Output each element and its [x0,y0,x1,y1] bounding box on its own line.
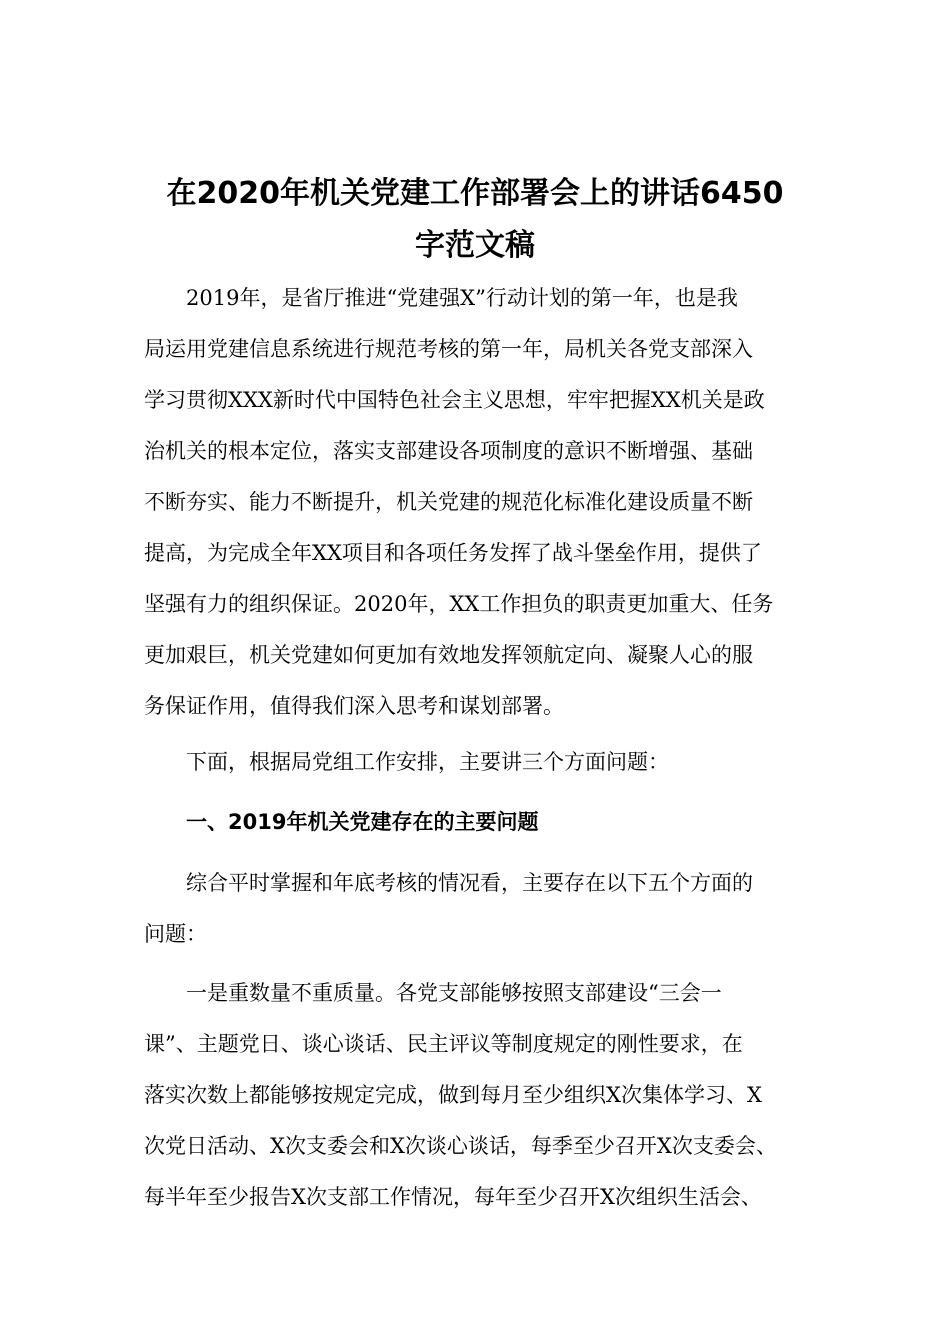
paragraph-line: 每半年至少报告X次支部工作情况，每年至少召开X次组织生活会、 [144,1185,762,1209]
paragraph-line: 治机关的根本定位，落实支部建设各项制度的意识不断增强、基础 [144,439,753,463]
paragraph-line: 局运用党建信息系统进行规范考核的第一年，局机关各党支部深入 [144,337,753,361]
paragraph-line: 综合平时掌握和年底考核的情况看，主要存在以下五个方面的 [186,871,753,895]
paragraph-line: 下面，根据局党组工作安排，主要讲三个方面问题： [186,750,669,774]
paragraph-line: 问题： [144,922,207,946]
paragraph-line: 一是重数量不重质量。各党支部能够按照支部建设“三会一 [186,981,722,1005]
paragraph-line: 更加艰巨，机关党建如何更加有效地发挥领航定向、凝聚人心的服 [144,643,753,667]
document-title-line-2: 字范文稿 [415,228,535,263]
paragraph-line: 提高，为完成全年XX项目和各项任务发挥了战斗堡垒作用，提供了 [144,541,762,565]
paragraph-line: 务保证作用，值得我们深入思考和谋划部署。 [144,694,564,718]
paragraph-line: 2019年，是省厅推进“党建强X”行动计划的第一年，也是我 [186,286,738,310]
section-heading: 一、2019年机关党建存在的主要问题 [186,810,539,834]
paragraph-line: 课”、主题党日、谈心谈话、民主评议等制度规定的刚性要求，在 [144,1032,743,1056]
document-title-line-1: 在2020年机关党建工作部署会上的讲话6450 [166,176,784,211]
paragraph-line: 次党日活动、X次支委会和X次谈心谈话，每季至少召开X次支委会、 [144,1134,777,1158]
paragraph-line: 学习贯彻XXX新时代中国特色社会主义思想，牢牢把握XX机关是政 [144,388,765,412]
paragraph-line: 落实次数上都能够按规定完成，做到每月至少组织X次集体学习、X [144,1083,762,1107]
paragraph-line: 不断夯实、能力不断提升，机关党建的规范化标准化建设质量不断 [144,490,753,514]
paragraph-line: 坚强有力的组织保证。2020年，XX工作担负的职责更加重大、任务 [144,592,774,616]
